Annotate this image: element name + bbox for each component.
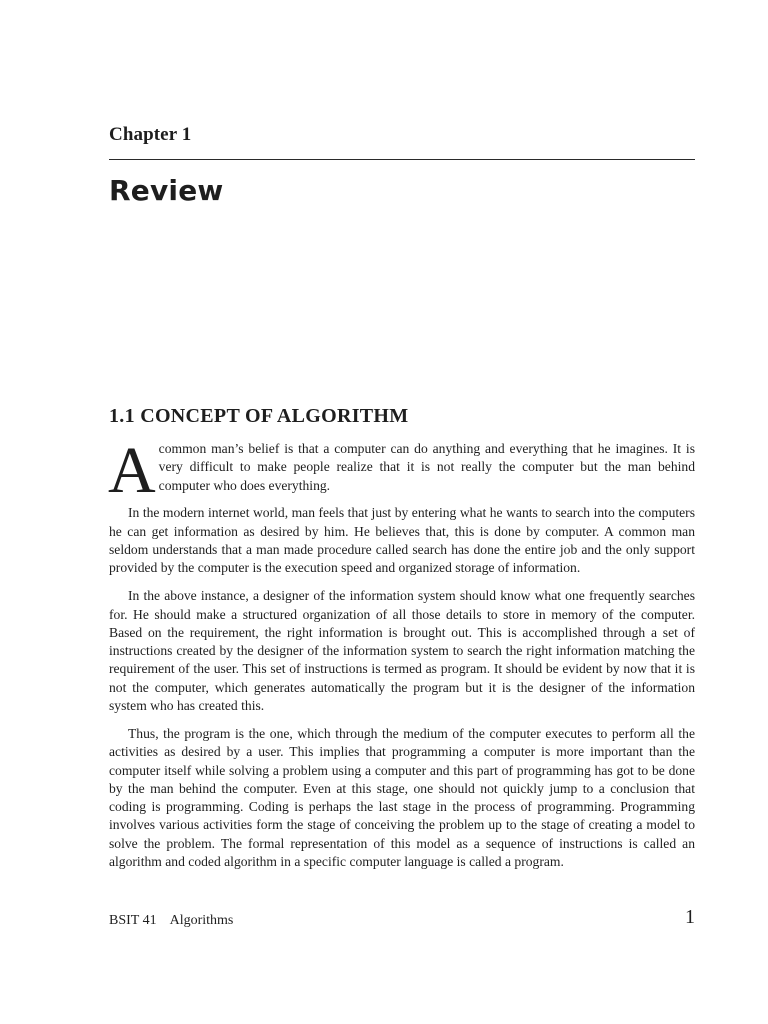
paragraph-4: Thus, the program is the one, which through the medium of the computer executes to perform all the activities as desired by a user. This implies that programming a computer is more important than the computer itself while solving a problem using a computer and this part of programming has got to be done by the man behind the computer. Even at this stage, one should not quickly jump to a conclusion that coding is programming. Coding is perhaps the last stage in the process of programming. Programming involves various activities form the stage of conceiving the problem up to the stage of creating a model to solve the problem. The formal representation of this model as a sequence of instructions is called an algorithm and coded algorithm in a specific computer language is called a program. [109,725,695,870]
chapter-divider [109,159,695,160]
section-body [108,434,695,881]
paragraph-1-text: common man’s belief is that a computer can do anything and everything that he imagines. It is very difficult to make people realize that it is not really the computer but the man behind computer who does everything. [158,441,695,493]
footer-subject: Algorithms [169,913,234,928]
footer-course-code: BSIT 41 [109,913,157,928]
chapter-title: Review [109,174,224,207]
running-footer [109,913,233,929]
chapter-label: Chapter 1 [109,124,192,145]
drop-cap: A [108,434,156,507]
page-number: 1 [685,906,695,928]
section-heading: 1.1 CONCEPT OF ALGORITHM [109,405,409,427]
paragraph-1 [108,434,695,507]
paragraph-2: In the modern internet world, man feels that just by entering what he wants to search into the computers he can get information as desired by him. He believes that, this is done by computer. A common man seldom understands that a man made procedure called search has done the entire job and the only support provided by the computer is the execution speed and organized storage of information. [109,505,695,576]
paragraph-3: In the above instance, a designer of the information system should know what one frequently searches for. He should make a structured organization of all those details to store in memory of the computer. Based on the requirement, the right information is brought out. This is accomplished through a set of instructions created by the designer of the information system to search the right information matching the requirement of the user. This set of instructions is termed as program. It should be evident by now that it is not the computer, which generates automatically the program but it is the designer of the information system who has created this. [109,588,695,714]
